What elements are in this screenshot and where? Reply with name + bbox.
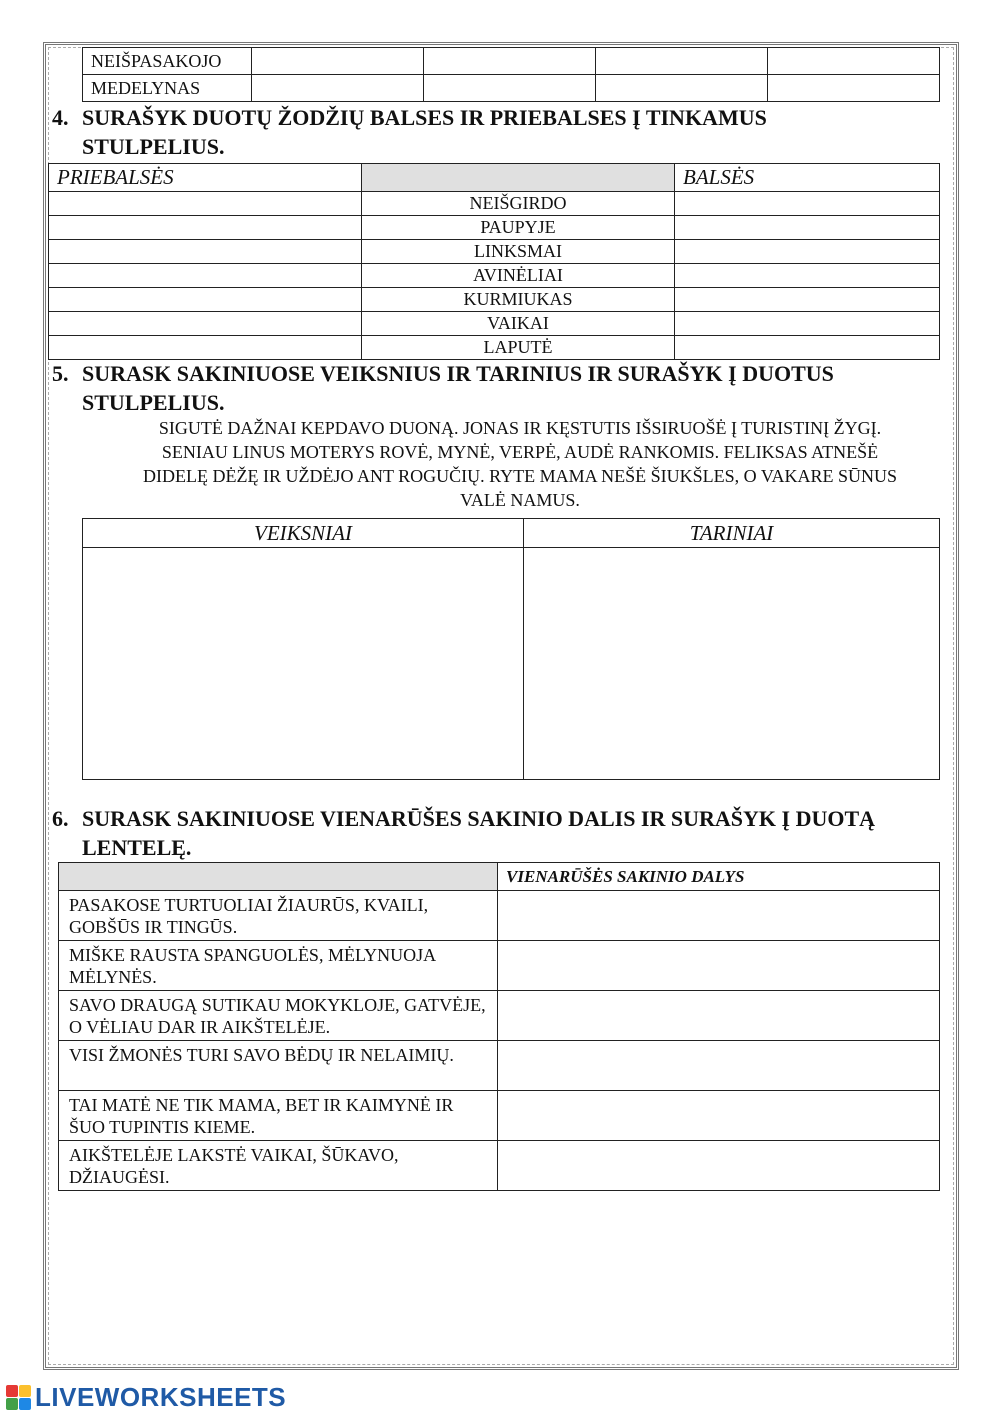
subjects-predicates-table — [82, 518, 940, 780]
answer-cell[interactable] — [768, 48, 940, 75]
predicates-answer-area[interactable] — [524, 548, 940, 780]
table-row — [49, 312, 940, 336]
word-cell: LINKSMAI — [362, 240, 675, 264]
answer-cell[interactable] — [498, 1091, 940, 1141]
logo-mark-icon — [6, 1385, 31, 1410]
col-header-predicates: TARINIAI — [524, 519, 940, 548]
col-header-blank — [59, 863, 498, 891]
task5-heading — [52, 359, 942, 417]
task6-heading — [52, 804, 942, 862]
answer-cell[interactable] — [424, 75, 596, 102]
col-header-blank — [362, 164, 675, 192]
sentence-cell: MIŠKE RAUSTA SPANGUOLĖS, MĖLYNUOJA MĖLYNĖS. — [59, 941, 498, 991]
task5-text — [92, 416, 948, 512]
answer-cell[interactable] — [768, 75, 940, 102]
word-cell: LAPUTĖ — [362, 336, 675, 360]
task-number: 4. — [52, 105, 69, 130]
task-number: 5. — [52, 361, 69, 386]
table-row — [49, 288, 940, 312]
answer-cell[interactable] — [675, 288, 940, 312]
answer-cell[interactable] — [498, 1141, 940, 1191]
task-title-line2: STULPELIUS. — [82, 390, 225, 415]
sentence-cell: TAI MATĖ NE TIK MAMA, BET IR KAIMYNĖ IR ŠUO TUPINTIS KIEME. — [59, 1091, 498, 1141]
answer-cell[interactable] — [675, 240, 940, 264]
table-row — [49, 216, 940, 240]
brand-name: LIVEWORKSHEETS — [35, 1381, 287, 1412]
text-line: DIDELĘ DĖŽĘ IR UŽDĖJO ANT ROGUČIŲ. RYTE MAMA NEŠĖ ŠIUKŠLES, O VAKARE SŪNUS — [142, 466, 898, 486]
task4-heading — [52, 103, 942, 161]
text-line: VALĖ NAMUS. — [460, 490, 580, 510]
answer-cell[interactable] — [49, 288, 362, 312]
answer-cell[interactable] — [252, 48, 424, 75]
answer-cell[interactable] — [675, 312, 940, 336]
answer-cell[interactable] — [675, 336, 940, 360]
col-header-consonants: PRIEBALSĖS — [49, 164, 362, 192]
homogeneous-parts-table — [58, 862, 940, 1191]
answer-cell[interactable] — [424, 48, 596, 75]
table-header-row — [83, 519, 940, 548]
answer-cell[interactable] — [49, 192, 362, 216]
word-cell: PAUPYJE — [362, 216, 675, 240]
task-title-line1: SURASK SAKINIUOSE VIENARŪŠES SAKINIO DALIS IR SURAŠYK Į DUOTĄ — [82, 806, 876, 831]
answer-cell[interactable] — [596, 48, 768, 75]
sentence-cell: SAVO DRAUGĄ SUTIKAU MOKYKLOJE, GATVĖJE, O VĖLIAU DAR IR AIKŠTELĖJE. — [59, 991, 498, 1041]
answer-cell[interactable] — [498, 1041, 940, 1091]
subjects-answer-area[interactable] — [83, 548, 524, 780]
table-row — [49, 336, 940, 360]
answer-cell[interactable] — [252, 75, 424, 102]
answer-cell[interactable] — [675, 192, 940, 216]
table-row — [59, 1091, 940, 1141]
col-header-homogeneous: VIENARŪŠĖS SAKINIO DALYS — [498, 863, 940, 891]
task-title-line1: SURASK SAKINIUOSE VEIKSNIUS IR TARINIUS IR SURAŠYK Į DUOTUS — [82, 361, 834, 386]
table-row — [59, 1041, 940, 1091]
table-row — [59, 1141, 940, 1191]
table-header-row — [59, 863, 940, 891]
table-row — [83, 75, 940, 102]
answer-cell[interactable] — [49, 240, 362, 264]
text-line: SIGUTĖ DAŽNAI KEPDAVO DUONĄ. JONAS IR KĘSTUTIS IŠSIRUOŠĖ Į TURISTINĮ ŽYGĮ. — [158, 418, 882, 438]
task-title-line2: LENTELĘ. — [82, 835, 192, 860]
liveworksheets-logo — [6, 1382, 286, 1412]
row-word: NEIŠPASAKOJO — [83, 48, 252, 75]
table-row — [59, 991, 940, 1041]
sentence-cell: AIKŠTELĖJE LAKSTĖ VAIKAI, ŠŪKAVO, DŽIAUGĖSI. — [59, 1141, 498, 1191]
task-number: 6. — [52, 806, 69, 831]
word-cell: KURMIUKAS — [362, 288, 675, 312]
answer-cell[interactable] — [498, 991, 940, 1041]
col-header-vowels: BALSĖS — [675, 164, 940, 192]
table-row — [49, 240, 940, 264]
sentence-cell: PASAKOSE TURTUOLIAI ŽIAURŪS, KVAILI, GOBŠŪS IR TINGŪS. — [59, 891, 498, 941]
answer-cell[interactable] — [498, 891, 940, 941]
row-word: MEDELYNAS — [83, 75, 252, 102]
table-header-row — [49, 164, 940, 192]
table-row — [59, 941, 940, 991]
table-row — [59, 891, 940, 941]
table-row — [83, 48, 940, 75]
answer-cell[interactable] — [596, 75, 768, 102]
text-line: SENIAU LINUS MOTERYS ROVĖ, MYNĖ, VERPĖ, AUDĖ RANKOMIS. FELIKSAS ATNEŠĖ — [161, 442, 879, 462]
answer-cell[interactable] — [49, 336, 362, 360]
answer-cell[interactable] — [675, 264, 940, 288]
word-cell: AVINĖLIAI — [362, 264, 675, 288]
table-row — [49, 192, 940, 216]
letters-table — [48, 163, 940, 360]
word-cell: VAIKAI — [362, 312, 675, 336]
answer-cell[interactable] — [49, 312, 362, 336]
answer-cell[interactable] — [498, 941, 940, 991]
task-title-line2: STULPELIUS. — [82, 134, 225, 159]
answer-cell[interactable] — [49, 216, 362, 240]
word-analysis-table — [82, 47, 940, 102]
answer-cell[interactable] — [49, 264, 362, 288]
table-row — [83, 548, 940, 780]
answer-cell[interactable] — [675, 216, 940, 240]
sentence-cell: VISI ŽMONĖS TURI SAVO BĖDŲ IR NELAIMIŲ. — [59, 1041, 498, 1091]
word-cell: NEIŠGIRDO — [362, 192, 675, 216]
col-header-subjects: VEIKSNIAI — [83, 519, 524, 548]
task-title-line1: SURAŠYK DUOTŲ ŽODŽIŲ BALSES IR PRIEBALSES Į TINKAMUS — [82, 105, 767, 130]
table-row — [49, 264, 940, 288]
